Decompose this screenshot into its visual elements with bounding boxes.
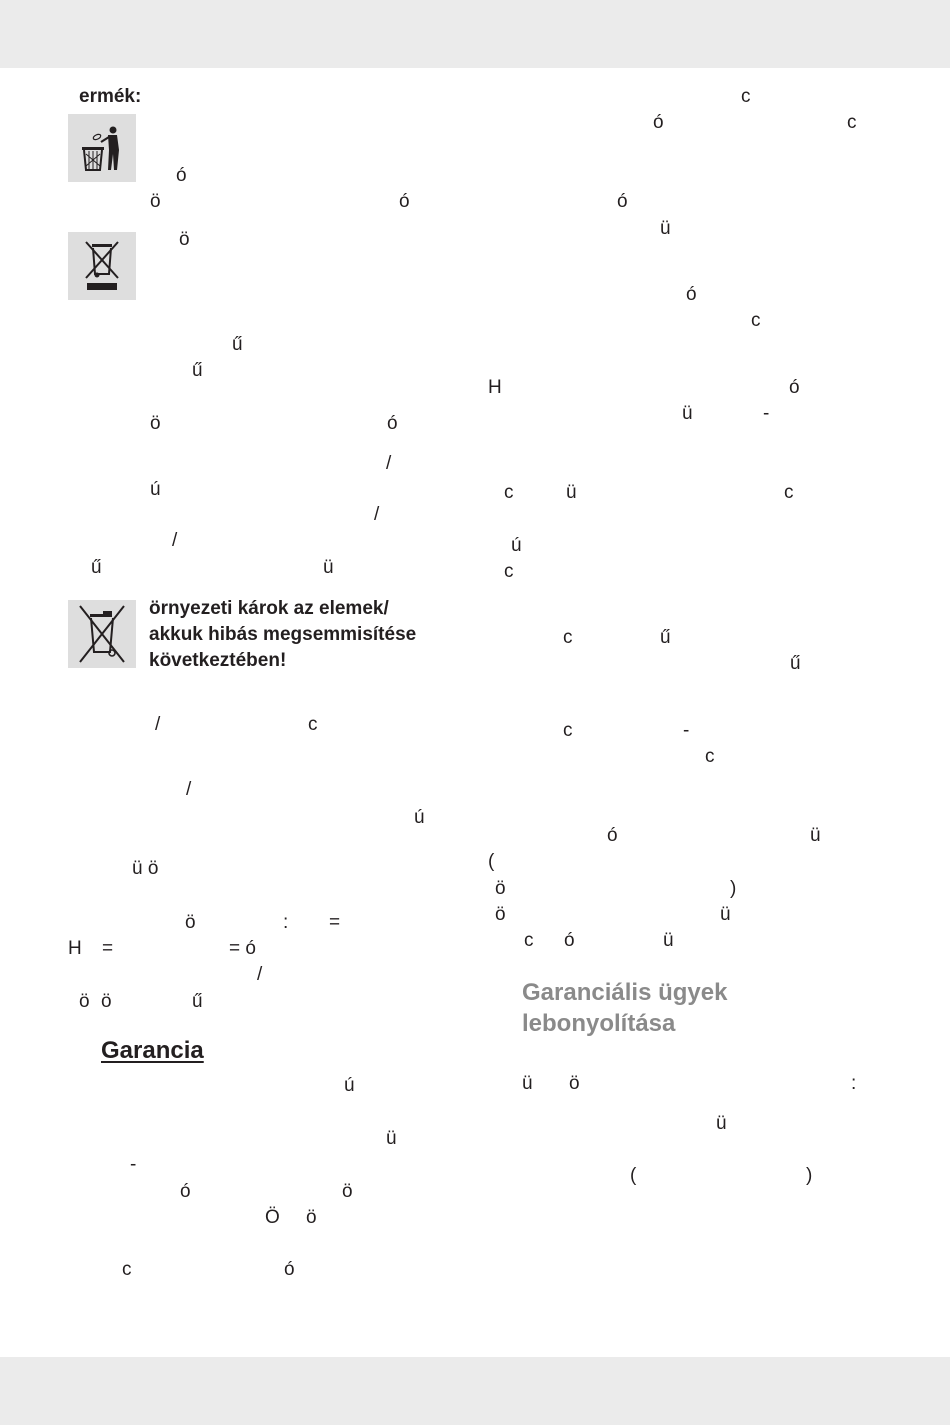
right-text-fragment: :	[851, 1073, 857, 1094]
right-text-fragment: )	[730, 878, 737, 899]
right-text-fragment: ü	[663, 930, 674, 951]
left-text-fragment: =	[102, 938, 114, 959]
right-text-fragment: ü	[682, 403, 693, 424]
left-text-fragment: :	[283, 912, 289, 933]
section-title-warranty: Garancia	[101, 1037, 204, 1064]
section-title-warranty-procedure-line-1: Garanciális ügyek	[522, 979, 728, 1006]
right-text-fragment: c	[751, 310, 761, 331]
right-text-fragment: (	[630, 1165, 637, 1186]
left-text-fragment: c	[122, 1259, 132, 1280]
left-text-fragment: ü	[323, 557, 334, 578]
left-text-fragment: ó	[399, 191, 410, 212]
left-text-fragment: -	[130, 1154, 137, 1175]
left-text-fragment: /	[257, 964, 263, 985]
right-text-fragment: ú	[511, 535, 522, 556]
right-text-fragment: c	[524, 930, 534, 951]
left-text-fragment: ű	[192, 360, 203, 381]
page-footer-band	[0, 1357, 950, 1425]
right-text-fragment: H	[488, 377, 502, 398]
left-text-fragment: /	[172, 530, 178, 551]
left-text-fragment: Ö	[265, 1207, 280, 1228]
left-text-fragment: ö	[185, 912, 196, 933]
products-heading: ermék:	[79, 86, 142, 107]
battery-warning-line-3: következtében!	[149, 650, 287, 671]
left-text-fragment: /	[186, 779, 192, 800]
left-text-fragment: ö	[150, 191, 161, 212]
left-text-fragment: ó	[387, 413, 398, 434]
right-text-fragment: -	[683, 720, 690, 741]
left-text-fragment: ü ö	[132, 858, 159, 879]
right-text-fragment: ű	[660, 627, 671, 648]
left-text-fragment: ű	[232, 334, 243, 355]
left-text-fragment: = ó	[229, 938, 256, 959]
crossed-wheelie-bin-bar-icon	[68, 232, 136, 300]
left-text-fragment: ö	[101, 991, 112, 1012]
section-title-warranty-procedure-line-2: lebonyolítása	[522, 1010, 676, 1037]
right-text-fragment: ü	[716, 1113, 727, 1134]
right-text-fragment: c	[705, 746, 715, 767]
right-text-fragment: ó	[789, 377, 800, 398]
left-text-fragment: /	[374, 504, 380, 525]
right-text-fragment: c	[504, 561, 514, 582]
right-text-fragment: ó	[686, 284, 697, 305]
left-text-fragment: ü	[386, 1128, 397, 1149]
right-text-fragment: ó	[607, 825, 618, 846]
right-text-fragment: ö	[569, 1073, 580, 1094]
page-header-band	[0, 0, 950, 68]
crossed-wheelie-bin-battery-icon	[68, 600, 136, 668]
right-text-fragment: ű	[790, 653, 801, 674]
right-text-fragment: ó	[564, 930, 575, 951]
right-text-fragment: c	[563, 720, 573, 741]
right-text-fragment: c	[563, 627, 573, 648]
left-text-fragment: ö	[342, 1181, 353, 1202]
left-text-fragment: ú	[150, 479, 161, 500]
battery-warning-line-2: akkuk hibás megsemmisítése	[149, 624, 417, 645]
right-text-fragment: c	[741, 86, 751, 107]
left-text-fragment: ó	[180, 1181, 191, 1202]
right-text-fragment: ö	[495, 904, 506, 925]
left-text-fragment: ó	[284, 1259, 295, 1280]
section-title-warranty-procedure	[522, 977, 727, 1039]
left-text-fragment: /	[386, 453, 392, 474]
right-text-fragment: (	[488, 851, 495, 872]
left-text-fragment: =	[329, 912, 341, 933]
right-text-fragment: ö	[495, 878, 506, 899]
left-text-fragment: ű	[91, 557, 102, 578]
left-text-fragment: /	[155, 714, 161, 735]
right-text-fragment: ü	[810, 825, 821, 846]
right-text-fragment: )	[806, 1165, 813, 1186]
right-text-fragment: ü	[720, 904, 731, 925]
left-text-fragment: ú	[344, 1075, 355, 1096]
right-text-fragment: ü	[660, 218, 671, 239]
right-text-fragment: -	[763, 403, 770, 424]
right-text-fragment: c	[784, 482, 794, 503]
left-text-fragment: ö	[150, 413, 161, 434]
left-text-fragment: ó	[176, 165, 187, 186]
left-text-fragment: H	[68, 938, 82, 959]
trash-bin-person-icon	[68, 114, 136, 182]
right-text-fragment: ü	[522, 1073, 533, 1094]
left-text-fragment: ö	[79, 991, 90, 1012]
left-text-fragment: ű	[192, 991, 203, 1012]
right-text-fragment: c	[504, 482, 514, 503]
left-text-fragment: c	[308, 714, 318, 735]
battery-warning-line-1: örnyezeti károk az elemek/	[149, 598, 389, 619]
left-text-fragment: ú	[414, 807, 425, 828]
right-text-fragment: ó	[653, 112, 664, 133]
right-text-fragment: ü	[566, 482, 577, 503]
left-text-fragment: ö	[306, 1207, 317, 1228]
right-text-fragment: ó	[617, 191, 628, 212]
right-text-fragment: c	[847, 112, 857, 133]
left-text-fragment: ö	[179, 229, 190, 250]
